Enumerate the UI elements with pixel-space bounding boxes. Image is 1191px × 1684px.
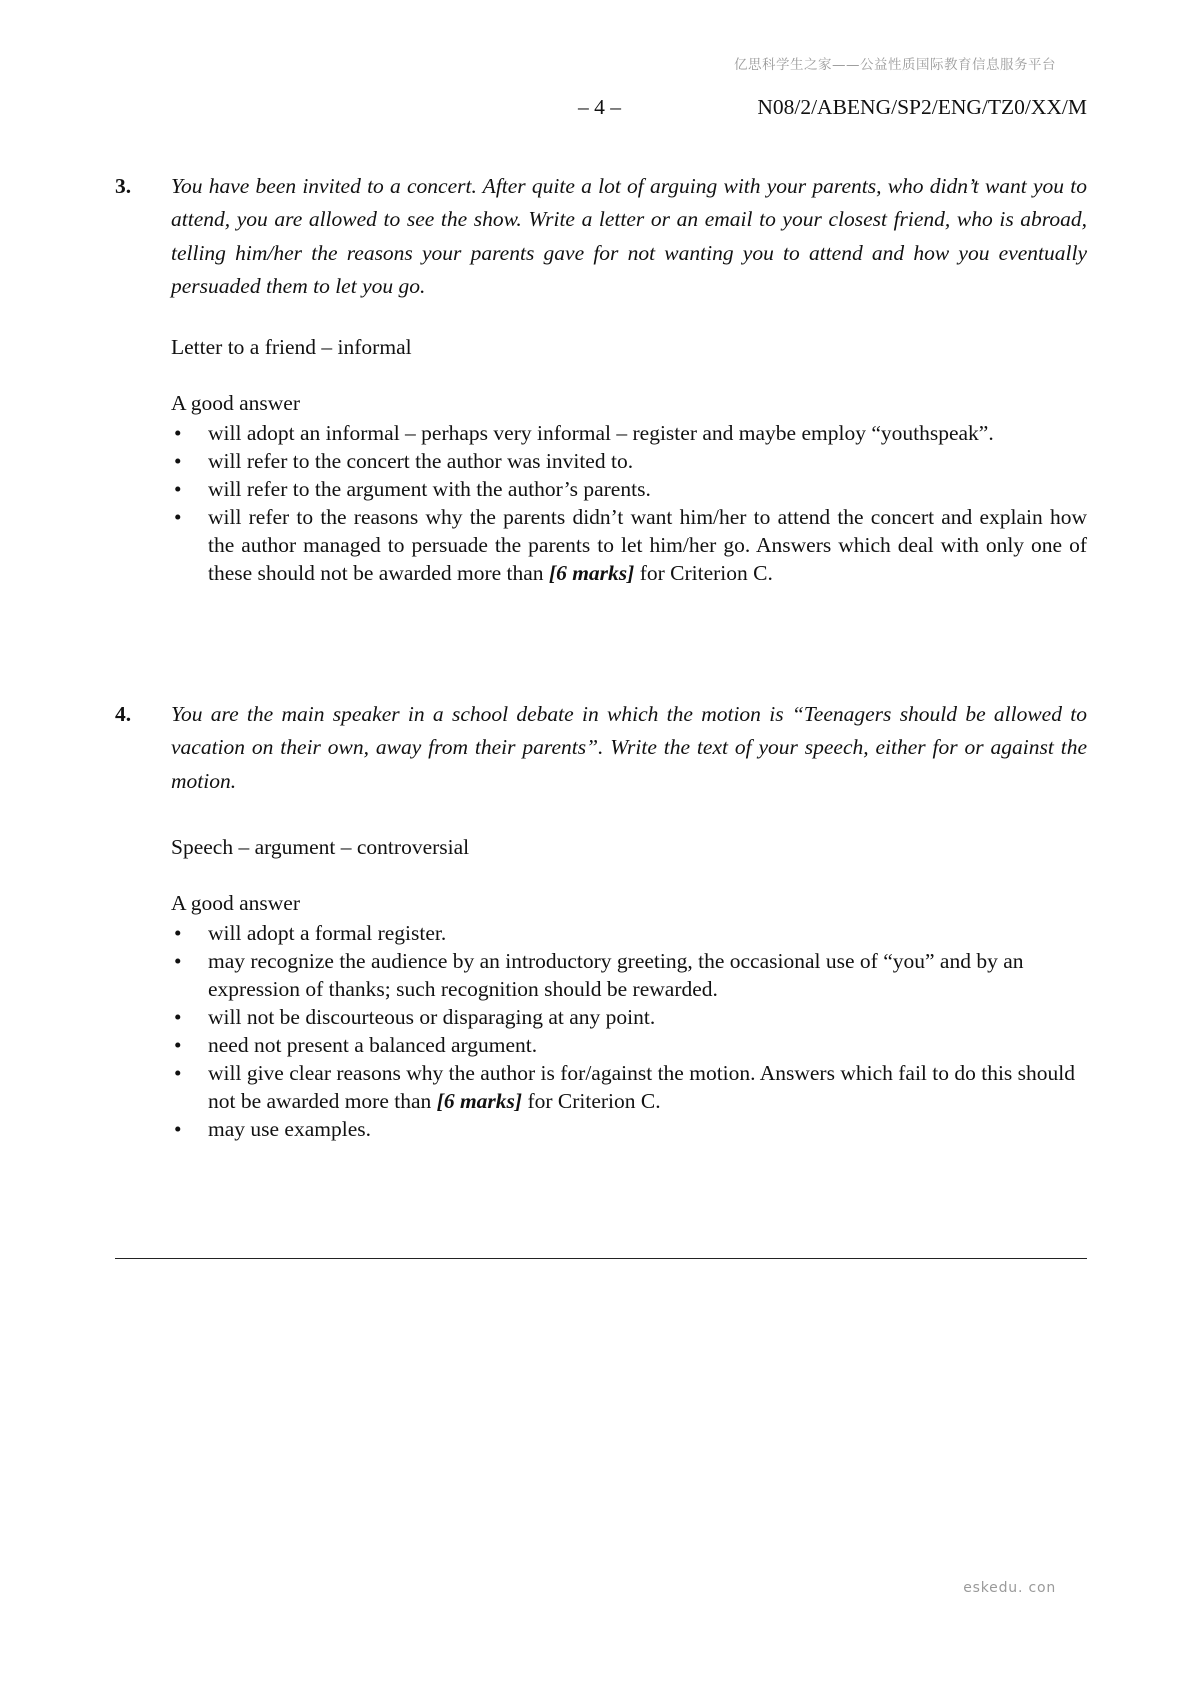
question-4-criteria-list — [171, 919, 1087, 1143]
bullet-icon: • — [174, 477, 182, 501]
question-3-number: 3. — [115, 174, 132, 198]
bullet-icon: • — [174, 1061, 182, 1085]
list-item-text: will refer to the concert the author was invited to. — [208, 449, 634, 473]
bullet-icon: • — [174, 1117, 182, 1141]
top-watermark: 亿思科学生之家——公益性质国际教育信息服务平台 — [734, 57, 1056, 73]
bullet-icon: • — [174, 921, 182, 945]
list-item — [171, 1115, 1087, 1143]
question-3-text-type: Letter to a friend – informal — [171, 335, 412, 359]
list-item-text — [208, 1059, 1087, 1115]
list-item-text: will refer to the argument with the author’s parents. — [208, 477, 651, 501]
bullet-icon: • — [174, 1033, 182, 1057]
question-4-number: 4. — [115, 702, 132, 726]
list-item-text-after: for Criterion C. — [527, 1089, 661, 1113]
list-item — [171, 419, 1087, 447]
question-4-intro: A good answer — [171, 891, 300, 915]
question-3-intro: A good answer — [171, 391, 300, 415]
page-number: – 4 – — [578, 95, 621, 119]
list-item-text: will not be discourteous or disparaging at any point. — [208, 1005, 656, 1029]
bullet-icon: • — [174, 505, 182, 529]
list-item — [171, 1059, 1087, 1115]
question-4-prompt: You are the main speaker in a school debate in which the motion is “Teenagers should be allowed to vacation on their own, away from their parents”. Write the text of your speech, either for or against the motion. — [171, 702, 1087, 793]
list-item — [171, 1031, 1087, 1059]
bullet-icon: • — [174, 421, 182, 445]
bullet-icon: • — [174, 949, 182, 973]
list-item — [171, 447, 1087, 475]
list-item-text — [208, 503, 1087, 587]
list-item — [171, 919, 1087, 947]
list-item — [171, 1003, 1087, 1031]
list-item — [171, 503, 1087, 587]
list-item-text: may recognize the audience by an introductory greeting, the occasional use of “you” and by an expression of thanks; such recognition should be rewarded. — [208, 949, 1024, 1001]
question-4-text-type: Speech – argument – controversial — [171, 835, 470, 859]
list-item-text: will adopt an informal – perhaps very informal – register and maybe employ “youthspeak”. — [208, 421, 994, 445]
question-3-criteria-list — [171, 419, 1087, 587]
bullet-icon: • — [174, 449, 182, 473]
section-divider — [115, 1258, 1087, 1259]
list-item-text-before: will give clear reasons why the author is for/against the motion. Answers which fail to do this should not be awarded more than — [208, 1061, 1076, 1113]
bullet-icon: • — [174, 1005, 182, 1029]
list-item — [171, 947, 1087, 1003]
question-3-prompt: You have been invited to a concert. After quite a lot of arguing with your parents, who didn’t want you to attend, you are allowed to see the show. Write a letter or an email to your closest friend, who is abroad, telling him/her the reasons your parents gave for not wanting you to attend and how you eventually persuaded them to let you go. — [171, 174, 1087, 298]
list-item-text: may use examples. — [208, 1117, 371, 1141]
marks-label: [6 marks] — [436, 1089, 523, 1113]
document-reference: N08/2/ABENG/SP2/ENG/TZ0/XX/M — [757, 95, 1087, 119]
marks-label: [6 marks] — [548, 561, 635, 585]
list-item-text: will adopt a formal register. — [208, 921, 447, 945]
list-item-text-before: will refer to the reasons why the parents didn’t want him/her to attend the concert and explain how the author managed to persuade the parents to let him/her go. Answers which deal with only one of these should not be awarded more than — [208, 505, 1087, 585]
bottom-watermark: eskedu. con — [963, 1580, 1056, 1596]
list-item — [171, 475, 1087, 503]
list-item-text-after: for Criterion C. — [639, 561, 773, 585]
list-item-text: need not present a balanced argument. — [208, 1033, 538, 1057]
